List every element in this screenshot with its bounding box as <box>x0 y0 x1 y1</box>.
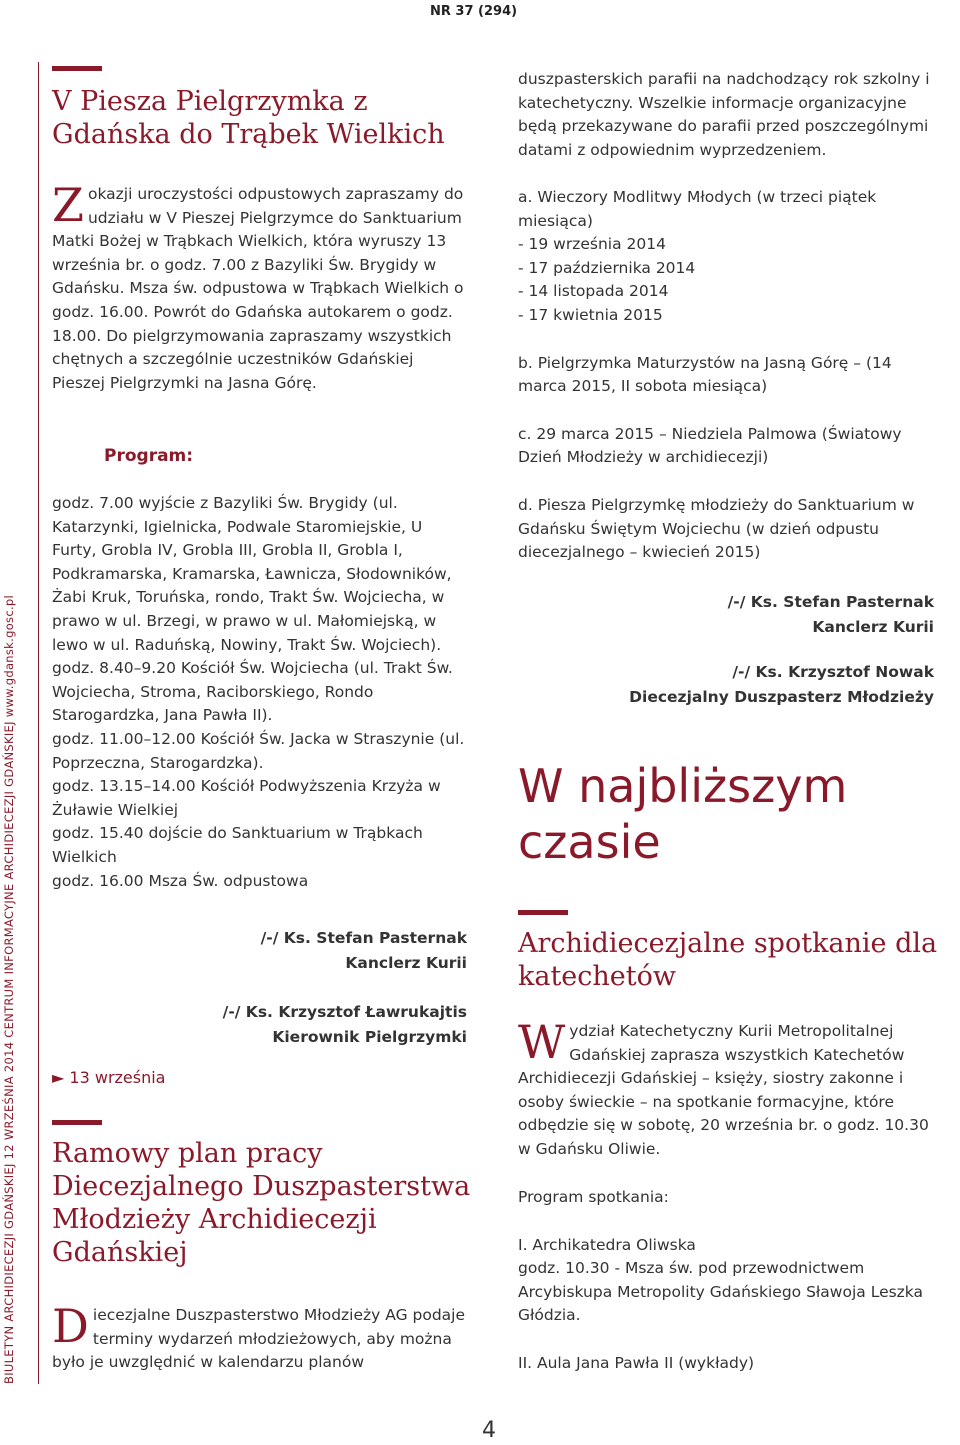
intro-text: okazji uroczystości odpustowych zapraszamy do udziału w V Pieszej Pielgrzymce do Sanktuarium Matki Bożej w Trąbkach Wielkich, która wyruszy 13 września br. o godz. 7.00 z Bazyliki Św. Brygidy w Gdańsku. Msza św. odpustowa w Trąbkach Wielkich o godz. 16.00. Powrót do Gdańska autokarem o godz. 18.00. Do pielgrzymowania zapraszamy wszystkich chętnych a szczególnie uczestników Gdańskiej Pieszej Pielgrzymki na Jasna Górę. <box>52 185 464 392</box>
intro-text: ydział Katechetyczny Kurii Metropolitalnej Gdańskiej zaprasza wszystkich Katechetów Archidiecezji Gdańskiej – księży, siostry zakonne i osoby świeckie – na spotkanie formacyjne, które odbędzie się w sobotę, 20 września br. o godz. 10.30 w Gdańsku Oliwie. <box>518 1022 929 1158</box>
event-date: - 17 października 2014 <box>518 258 696 277</box>
event-date: - 14 listopada 2014 <box>518 282 669 301</box>
program-heading: Program: <box>104 446 194 466</box>
intro-text: iecezjalne Duszpasterstwo Młodzieży AG podaje terminy wydarzeń młodzieżowych, aby można było je uwzględnić w kalendarzu planów <box>52 1306 466 1372</box>
event-item: c. 29 marca 2015 – Niedziela Palmowa (Światowy Dzień Młodzieży w archidiecezji) <box>518 424 902 467</box>
meeting-program <box>518 1186 934 1376</box>
program-item: godz. 11.00–12.00 Kościół Św. Jacka w Straszynie (ul. Poprzeczna, Starogardzka). <box>52 729 465 772</box>
event-date: - 19 września 2014 <box>518 235 666 254</box>
event-item: d. Piesza Pielgrzymkę młodzieży do Sanktuarium w Gdańsku Świętym Wojciechu (w dzień odpustu diecezjalnego – kwiecień 2015) <box>518 495 915 562</box>
program-item: godz. 7.00 wyjście z Bazyliki Św. Brygidy (ul. Katarzynki, Igielnicka, Podwale Staromiejskie, U Furty, Grobla IV, Grobla III, Grobla II, Grobla I, Podkramarska, Kramarska, Ławnicza, Słodowników, Żabi Kruk, Toruńska, rondo, Trakt Św. Wojciecha, w prawo w ul. Brzegi, w prawo w ul. Małomiejską, w lewo w ul. Raduńską, Nowiny, Trakt Św. Wojciech). <box>52 494 452 654</box>
program-item: godz. 16.00 Msza Św. odpustowa <box>52 871 309 890</box>
signature-block <box>600 590 934 710</box>
section-title: W najbliższym czasie <box>518 759 848 869</box>
drop-cap: D <box>52 1299 89 1353</box>
signature-name: /-/ Ks. Stefan Pasternak <box>727 593 934 611</box>
program-heading: Program spotkania: <box>518 1188 669 1206</box>
title-accent-bar <box>52 66 102 71</box>
program-part-text: godz. 10.30 - Msza św. pod przewodnictwem Arcybiskupa Metropolity Gdańskiego Sławoja Leszka Głódzia. <box>518 1259 924 1325</box>
article-intro <box>518 1015 934 1162</box>
article-intro <box>52 178 467 395</box>
drop-cap: Z <box>52 178 84 232</box>
article-continuation: duszpasterskich parafii na nadchodzący rok szkolny i katechetyczny. Wszelkie informacje organizacyjne będą przekazywane do parafii przed poszczególnymi datami z odpowiednim wyprzedzeniem. <box>518 70 930 159</box>
event-item: a. Wieczory Modlitwy Młodych (w trzeci piątek miesiąca) <box>518 188 877 230</box>
date-tag <box>52 1068 165 1087</box>
program-item: godz. 8.40–9.20 Kościół Św. Wojciecha (ul. Trakt Św. Wojciecha, Stroma, Raciborskiego, Rondo Starogardzka, Jana Pawła II). <box>52 659 453 725</box>
program-part-title: II. Aula Jana Pawła II (wykłady) <box>518 1353 755 1372</box>
signature-role: Kanclerz Kurii <box>812 618 934 636</box>
sidebar-divider <box>38 62 39 1384</box>
page-number: 4 <box>482 1418 496 1443</box>
signature-block <box>180 926 467 1050</box>
program-list <box>52 492 467 893</box>
event-item: b. Pielgrzymka Maturzystów na Jasną Górę – (14 marca 2015, II sobota miesiąca) <box>518 353 892 396</box>
signature-role: Kanclerz Kurii <box>345 954 467 972</box>
signature-role: Diecezjalny Duszpasterz Młodzieży <box>629 688 934 706</box>
signature-name: /-/ Ks. Krzysztof Ławrukajtis <box>222 1003 467 1021</box>
issue-number: NR 37 (294) <box>430 4 518 19</box>
program-part-title: I. Archikatedra Oliwska <box>518 1235 696 1254</box>
article-title: V Piesza Pielgrzymka z Gdańska do Trąbek Wielkich <box>52 86 445 150</box>
sidebar-text: BIULETYN ARCHIDIECEZJI GDAŃSKIEJ 12 WRZEŚNIA 2014 CENTRUM INFORMACYJNE ARCHIDIECEZJI GDAŃSKIEJ www.gdansk.gosc.pl <box>2 594 16 1384</box>
signature-name: /-/ Ks. Krzysztof Nowak <box>732 663 934 681</box>
title-accent-bar <box>52 1120 102 1125</box>
signature-role: Kierownik Pielgrzymki <box>272 1028 467 1046</box>
triangle-bullet-icon: ► <box>52 1068 65 1087</box>
title-accent-bar <box>518 910 568 915</box>
date-tag-text: 13 września <box>69 1068 166 1087</box>
sidebar-banner <box>2 62 22 1384</box>
article-title: Archidiecezjalne spotkanie dla katechetów <box>518 928 938 992</box>
drop-cap: W <box>518 1015 566 1069</box>
article-intro <box>52 1299 467 1375</box>
signature-name: /-/ Ks. Stefan Pasternak <box>260 929 467 947</box>
event-date: - 17 kwietnia 2015 <box>518 305 663 324</box>
article-title: Ramowy plan pracy Diecezjalnego Duszpasterstwa Młodzieży Archidiecezji Gdańskiej <box>52 1138 471 1268</box>
event-list <box>518 186 934 565</box>
program-item: godz. 15.40 dojście do Sanktuarium w Trąbkach Wielkich <box>52 824 423 866</box>
program-item: godz. 13.15–14.00 Kościół Podwyższenia Krzyża w Żuławie Wielkiej <box>52 777 441 819</box>
